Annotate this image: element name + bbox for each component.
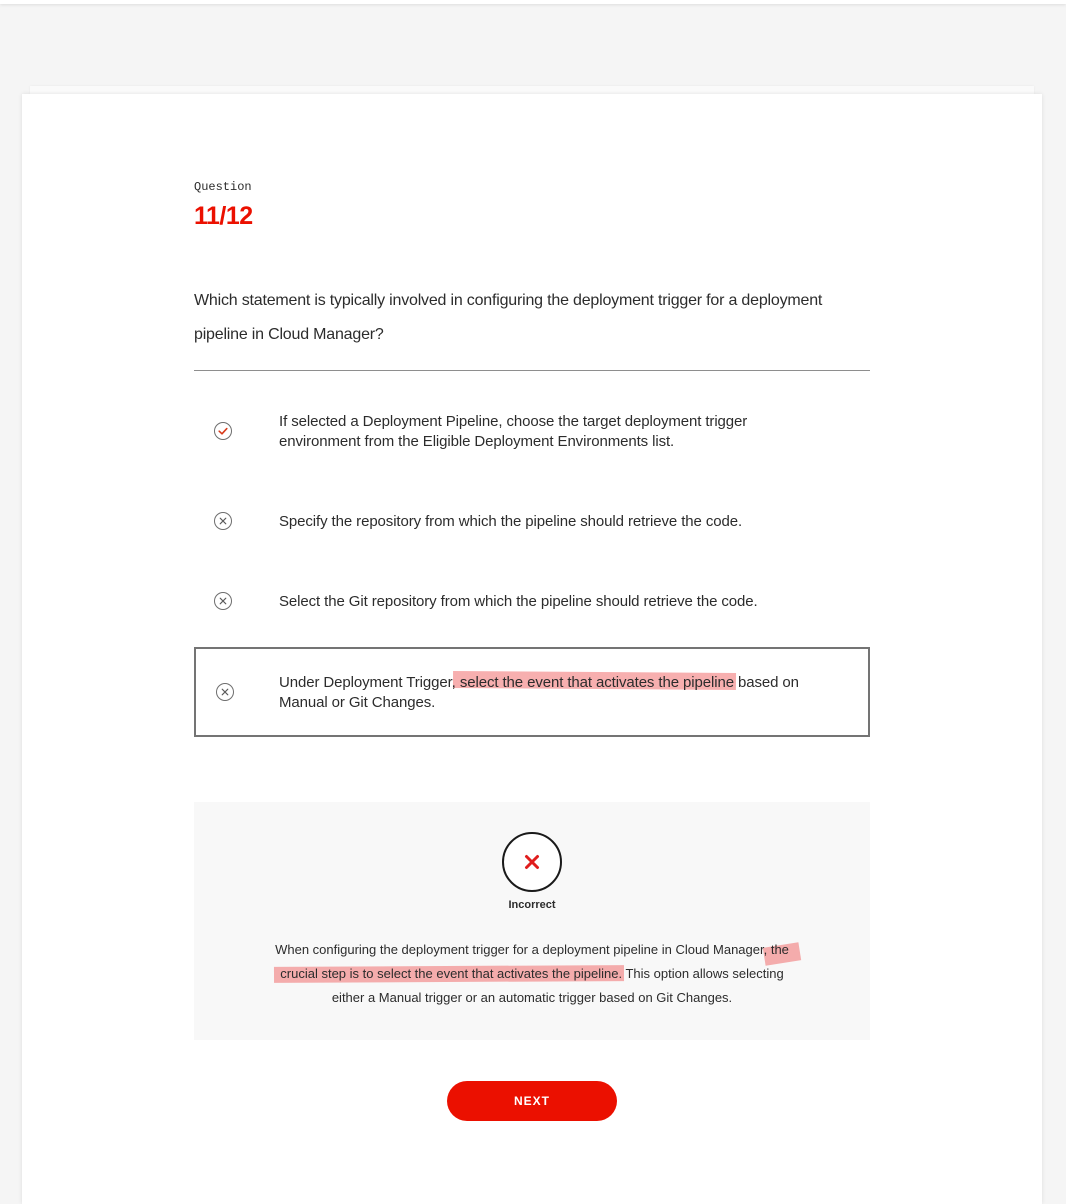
answer-option-label: Select the Git repository from which the pipeline should retrieve the code. <box>279 593 758 610</box>
answer-option-label: If selected a Deployment Pipeline, choose the target deployment trigger environment from the Eligible Deployment Environments list. <box>279 413 748 450</box>
question-label: Question <box>194 180 252 194</box>
x-circle-icon <box>214 592 232 610</box>
x-circle-icon <box>214 512 232 530</box>
answer-option[interactable] <box>194 490 870 550</box>
feedback-status: Incorrect <box>508 899 556 911</box>
card-shadow <box>30 86 1034 94</box>
quiz-card <box>22 94 1042 1204</box>
top-bar <box>0 0 1066 4</box>
feedback-status-icon <box>502 832 562 892</box>
feedback-explanation: When configuring the deployment trigger for a deployment pipeline in Cloud Manager, the crucial step is to select the event that activates the pipeline. This option allows selecting either a Manual trigger or an automatic trigger based on Git Changes. <box>275 942 789 1005</box>
check-circle-icon <box>214 422 232 440</box>
x-circle-icon <box>216 683 234 701</box>
question-counter: 11/12 <box>194 202 253 230</box>
answer-option-label: Under Deployment Trigger, select the event that activates the pipeline based on Manual or Git Changes. <box>279 674 799 711</box>
answer-option-selected[interactable] <box>194 647 870 737</box>
answer-option-label: Specify the repository from which the pipeline should retrieve the code. <box>279 513 743 530</box>
answer-option[interactable] <box>194 570 870 630</box>
question-text: Which statement is typically involved in configuring the deployment trigger for a deployment pipeline in Cloud Manager? <box>194 292 823 343</box>
next-button[interactable]: NEXT <box>447 1081 617 1121</box>
divider <box>194 370 870 371</box>
answer-option[interactable] <box>194 400 870 460</box>
x-mark-icon <box>523 853 541 871</box>
feedback-panel <box>194 802 870 1040</box>
